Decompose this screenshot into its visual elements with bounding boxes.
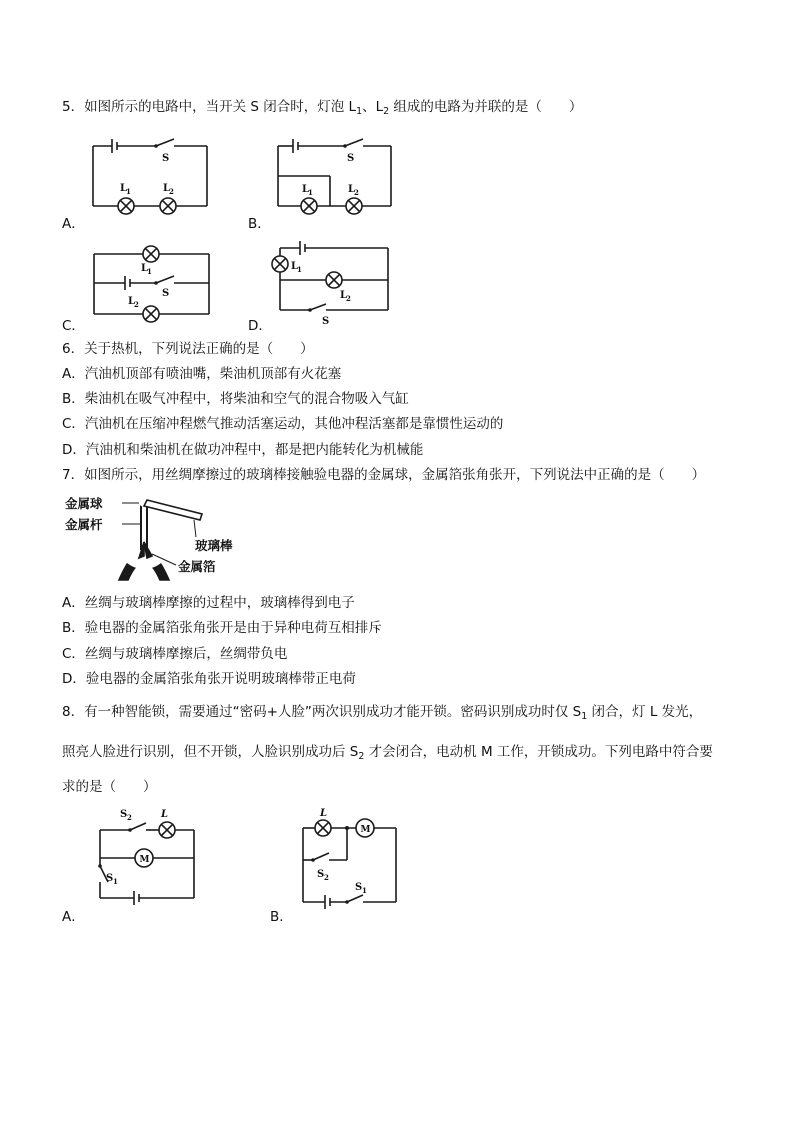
svg-text:2: 2 [134, 300, 139, 309]
q5-option-d-label[interactable]: D． [248, 318, 272, 334]
svg-text:S: S [355, 882, 363, 893]
svg-text:S: S [106, 873, 114, 884]
q5-circuit-a [90, 136, 220, 221]
q8-circuit-a [90, 806, 210, 916]
q7-stem: 7．如图所示，用丝绸摩擦过的玻璃棒接触验电器的金属球，金属箔张角张开，下列说法中正确的是（ ） [62, 467, 706, 483]
svg-text:L: L [161, 809, 169, 820]
svg-text:L: L [120, 183, 128, 194]
q5-option-a-label[interactable]: A． [62, 216, 85, 232]
q5-circuit-d [270, 236, 400, 328]
svg-text:S: S [317, 869, 325, 880]
q8-stem-line-1: 8．有一种智能锁，需要通过“密码+人脸”两次识别成功才能开锁。密码识别成功时仅 $S_1$ 闭合，灯 L 发光， [62, 704, 703, 722]
q5-option-b-label[interactable]: B． [248, 216, 271, 232]
svg-text:2: 2 [354, 188, 359, 197]
svg-text:L: L [128, 296, 136, 307]
svg-text:S: S [162, 288, 170, 299]
svg-text:S: S [162, 153, 170, 164]
q6-option-a[interactable]: A．汽油机顶部有喷油嘴，柴油机顶部有火花塞 [62, 366, 342, 382]
svg-text:L: L [348, 184, 356, 195]
svg-text:1: 1 [147, 267, 152, 276]
q8-stem-line-3: 求的是（ ） [62, 779, 157, 795]
svg-text:M: M [360, 825, 371, 835]
svg-text:2: 2 [169, 187, 174, 196]
svg-text:L: L [291, 261, 299, 272]
q8-option-a-label[interactable]: A． [62, 909, 85, 925]
q5-circuit-b [275, 136, 400, 221]
svg-text:S: S [347, 153, 355, 164]
svg-text:2: 2 [346, 294, 351, 303]
q7-label-metal-rod: 金属杆 [65, 517, 103, 532]
q6-stem: 6．关于热机，下列说法正确的是（ ） [62, 341, 314, 357]
q8-circuit-b [295, 804, 405, 916]
svg-text:S: S [120, 809, 128, 820]
svg-text:L: L [302, 184, 310, 195]
q6-option-c[interactable]: C．汽油机在压缩冲程燃气推动活塞运动，其他冲程活塞都是靠惯性运动的 [62, 416, 504, 432]
svg-text:1: 1 [297, 265, 302, 274]
svg-text:1: 1 [113, 877, 118, 886]
svg-text:1: 1 [126, 187, 131, 196]
q7-label-metal-ball: 金属球 [65, 496, 103, 511]
svg-text:S: S [322, 316, 330, 327]
svg-text:1: 1 [308, 188, 313, 197]
svg-text:2: 2 [324, 873, 329, 882]
q5-circuit-c [90, 238, 220, 328]
q8-option-b-label[interactable]: B． [270, 909, 293, 925]
svg-text:2: 2 [127, 813, 132, 822]
svg-text:L: L [163, 183, 171, 194]
svg-text:1: 1 [362, 886, 367, 895]
svg-text:M: M [139, 855, 150, 865]
svg-text:L: L [141, 263, 149, 274]
q6-option-d[interactable]: D．汽油机和柴油机在做功冲程中，都是把内能转化为机械能 [62, 442, 424, 458]
svg-text:L: L [320, 808, 328, 819]
q8-stem-line-2: 照亮人脸进行识别，但不开锁，人脸识别成功后 $S_2$ 才会闭合，电动机 M 工作，开锁成功。下列电路中符合要 [62, 744, 713, 762]
q7-option-c[interactable]: C．丝绸与玻璃棒摩擦后，丝绸带负电 [62, 646, 288, 662]
q7-label-metal-foil: 金属箔 [178, 559, 216, 574]
svg-text:L: L [340, 290, 348, 301]
q7-option-d[interactable]: D．验电器的金属箔张角张开说明玻璃棒带正电荷 [62, 671, 356, 687]
q7-label-glass-rod: 玻璃棒 [195, 538, 233, 553]
q6-option-b[interactable]: B．柴油机在吸气冲程中，将柴油和空气的混合物吸入气缸 [62, 391, 409, 407]
q5-stem: 5．如图所示的电路中，当开关 S 闭合时，灯泡 $L_1$、$L_2$ 组成的电路为并联的是（ ） [62, 99, 583, 117]
q7-option-a[interactable]: A．丝绸与玻璃棒摩擦的过程中，玻璃棒得到电子 [62, 595, 355, 611]
q7-option-b[interactable]: B．验电器的金属箔张角张开是由于异种电荷互相排斥 [62, 620, 382, 636]
q5-option-c-label[interactable]: C． [62, 318, 85, 334]
